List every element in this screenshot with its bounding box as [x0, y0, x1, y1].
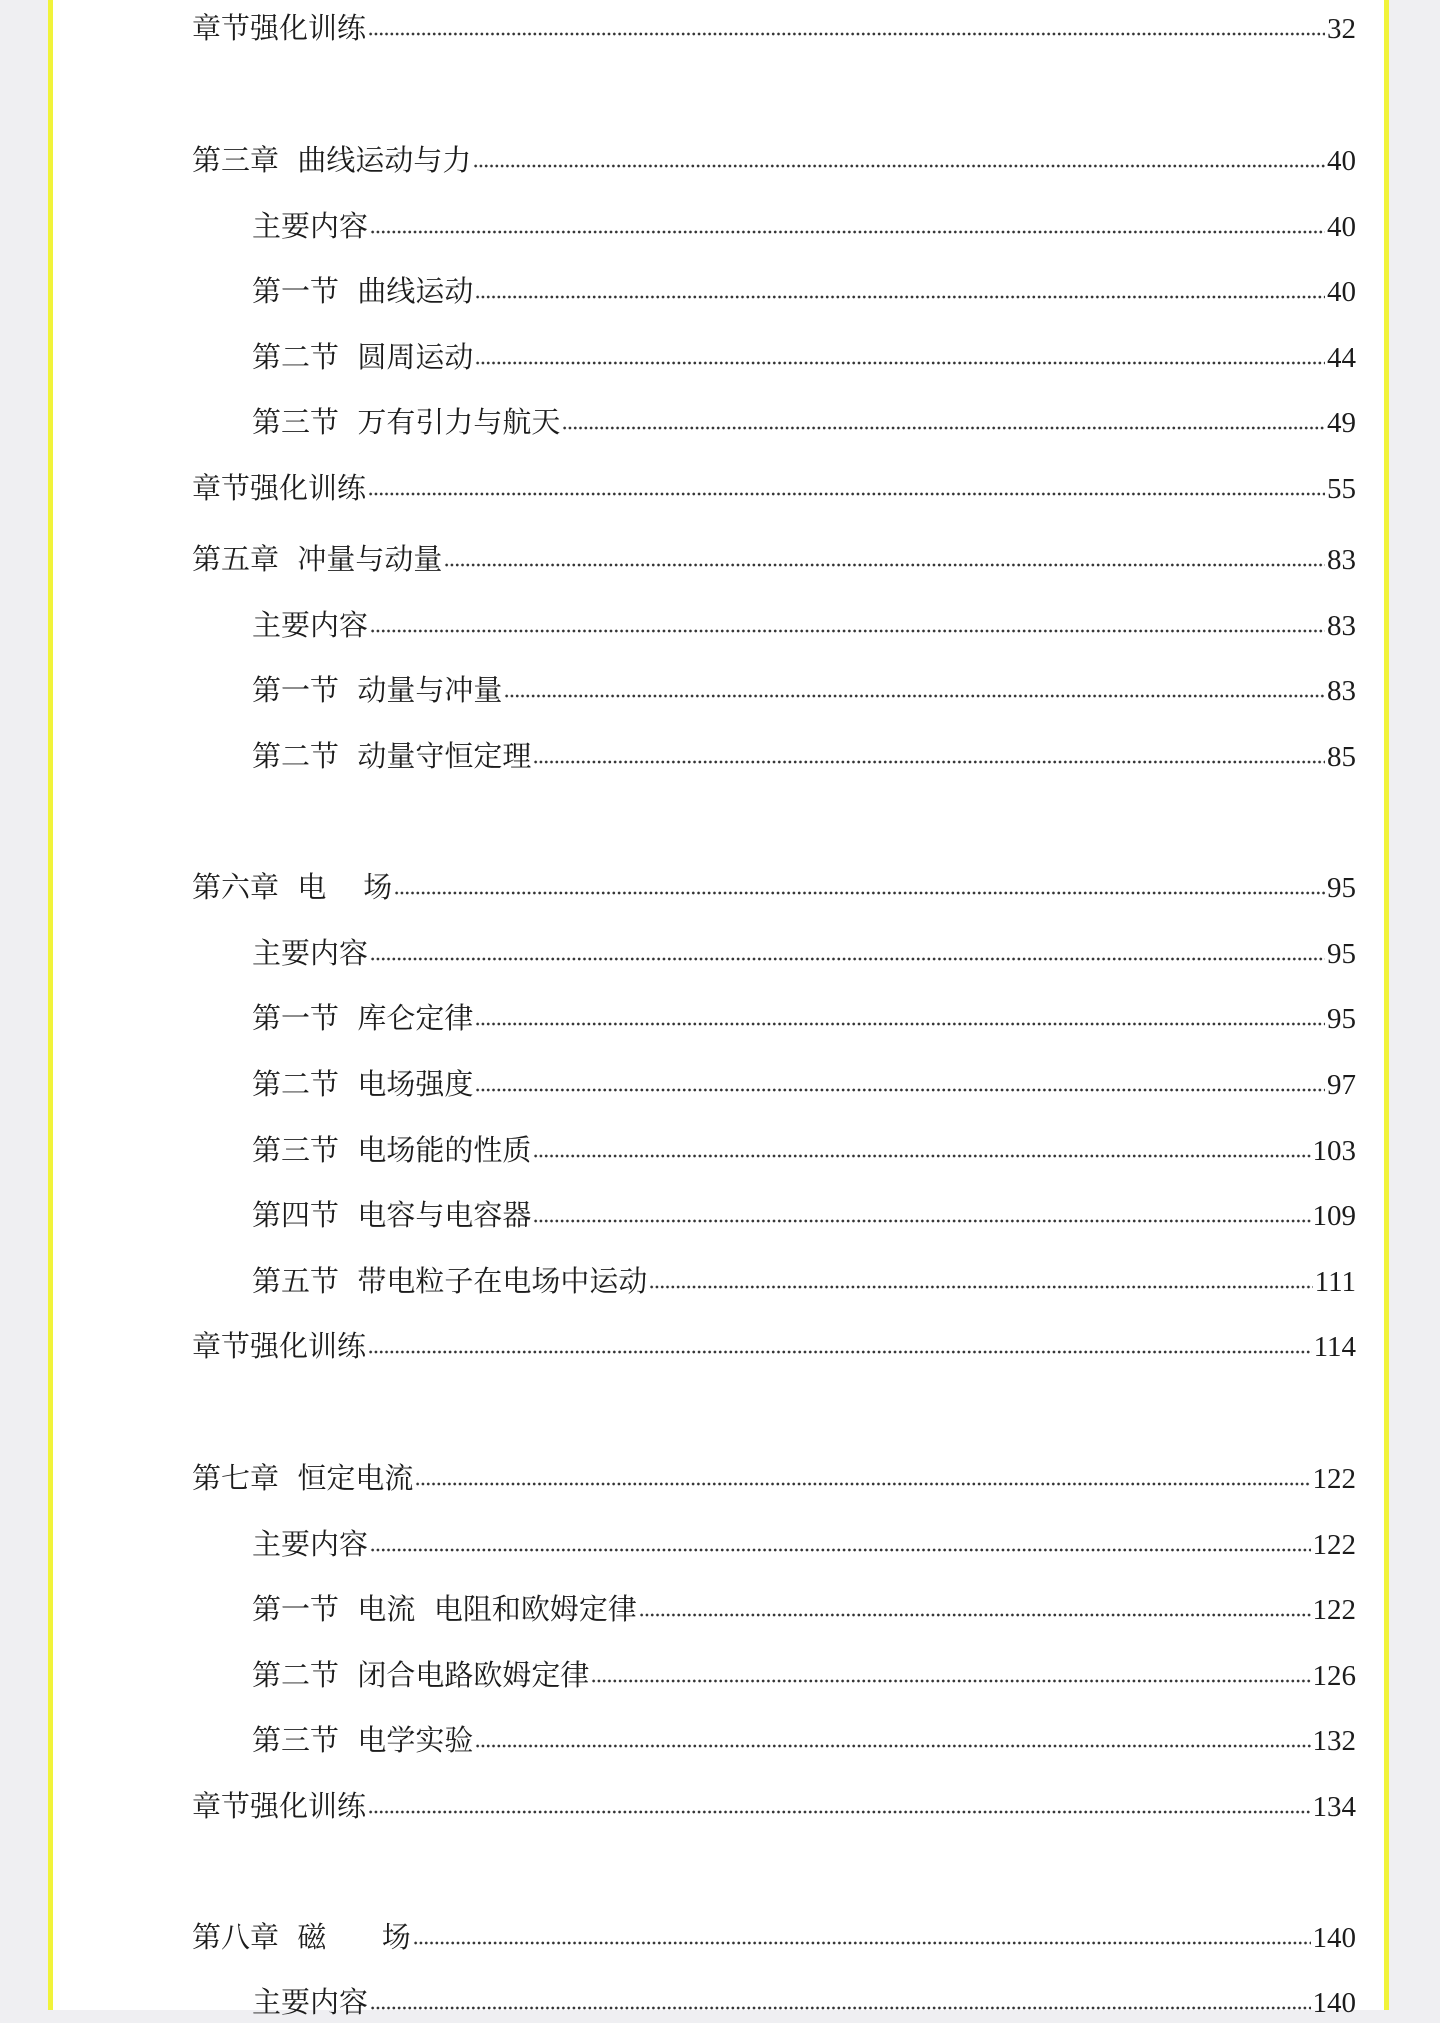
toc-page-number: 126	[1312, 1660, 1356, 1692]
toc-entry-label: 章节强化训练	[192, 1329, 367, 1363]
toc-entry-label: 第三节 电学实验	[252, 1723, 474, 1757]
toc-entry-label: 主要内容	[252, 608, 369, 642]
toc-entry-label: 第五章 冲量与动量	[192, 542, 443, 576]
toc-entry[interactable]	[252, 1982, 1356, 2022]
toc-entry-label: 主要内容	[252, 936, 369, 970]
toc-entry-label: 主要内容	[252, 1527, 369, 1561]
toc-entry-label: 第四节 电容与电容器	[252, 1198, 532, 1232]
toc-dot-leader	[368, 1349, 1312, 1355]
toc-dot-leader	[368, 31, 1325, 37]
toc-dot-leader	[370, 956, 1325, 962]
toc-entry-label: 章节强化训练	[192, 471, 367, 505]
toc-entry-label: 第三章 曲线运动与力	[192, 143, 472, 177]
toc-dot-leader	[473, 163, 1325, 169]
toc-page-number: 97	[1327, 1069, 1356, 1101]
toc-dot-leader	[368, 1809, 1310, 1815]
toc-entry-label: 第七章 恒定电流	[192, 1461, 414, 1495]
toc-entry-label: 第六章 电 场	[192, 870, 393, 904]
toc-page-number: 95	[1327, 872, 1356, 904]
toc-page-number: 103	[1312, 1135, 1356, 1167]
toc-entry-label: 第二节 圆周运动	[252, 340, 474, 374]
toc-entry-label: 第一节 动量与冲量	[252, 673, 503, 707]
toc-entry[interactable]	[252, 1589, 1356, 1629]
toc-dot-leader	[475, 1021, 1325, 1027]
toc-entry[interactable]	[252, 998, 1356, 1038]
toc-entry-label: 第八章 磁 场	[192, 1920, 411, 1954]
toc-entry[interactable]	[252, 271, 1356, 311]
toc-entry[interactable]	[252, 402, 1356, 442]
toc-entry-label: 第一节 库仑定律	[252, 1001, 474, 1035]
toc-page-number: 40	[1327, 211, 1356, 243]
toc-page-number: 49	[1327, 407, 1356, 439]
toc-entry[interactable]	[252, 1064, 1356, 1104]
toc-entry[interactable]	[192, 1326, 1356, 1366]
toc-entry-label: 第三节 电场能的性质	[252, 1133, 532, 1167]
toc-entry[interactable]	[192, 8, 1356, 48]
toc-entry[interactable]	[252, 1720, 1356, 1760]
toc-entry[interactable]	[252, 1130, 1356, 1170]
toc-dot-leader	[475, 1743, 1310, 1749]
toc-entry[interactable]	[252, 933, 1356, 973]
toc-page-number: 111	[1314, 1266, 1356, 1298]
toc-dot-leader	[504, 693, 1325, 699]
toc-page-number: 40	[1327, 276, 1356, 308]
toc-page-number: 140	[1312, 1987, 1356, 2019]
toc-dot-leader	[533, 759, 1325, 765]
toc-page-number: 55	[1327, 473, 1356, 505]
toc-dot-leader	[475, 360, 1325, 366]
toc-entry[interactable]	[252, 206, 1356, 246]
toc-entry-label: 章节强化训练	[192, 11, 367, 45]
toc-dot-leader	[394, 890, 1325, 896]
toc-entry[interactable]	[252, 1195, 1356, 1235]
toc-page-number: 95	[1327, 1003, 1356, 1035]
toc-dot-leader	[649, 1284, 1312, 1290]
toc-page-number: 40	[1327, 145, 1356, 177]
toc-entry[interactable]	[192, 140, 1356, 180]
toc-entry-label: 第一节 电流 电阻和欧姆定律	[252, 1592, 637, 1626]
toc-page-number: 134	[1312, 1791, 1356, 1823]
toc-dot-leader	[475, 1087, 1325, 1093]
toc-entry-label: 第二节 电场强度	[252, 1067, 474, 1101]
toc-dot-leader	[639, 1612, 1311, 1618]
toc-entry-label: 章节强化训练	[192, 1789, 367, 1823]
toc-dot-leader	[370, 1547, 1310, 1553]
document-page	[48, 0, 1389, 2019]
toc-entry[interactable]	[192, 867, 1356, 907]
toc-entry[interactable]	[252, 337, 1356, 377]
toc-page-number: 122	[1312, 1529, 1356, 1561]
toc-entry[interactable]	[252, 736, 1356, 776]
toc-entry-label: 第二节 动量守恒定理	[252, 739, 532, 773]
toc-dot-leader	[370, 628, 1325, 634]
toc-dot-leader	[370, 229, 1325, 235]
toc-dot-leader	[444, 562, 1325, 568]
toc-page-number: 83	[1327, 544, 1356, 576]
toc-entry[interactable]	[192, 468, 1356, 508]
toc-entry-label: 第二节 闭合电路欧姆定律	[252, 1658, 590, 1692]
toc-dot-leader	[591, 1678, 1310, 1684]
toc-dot-leader	[562, 425, 1325, 431]
toc-entry[interactable]	[252, 1655, 1356, 1695]
toc-page-number: 83	[1327, 675, 1356, 707]
toc-entry-label: 主要内容	[252, 1985, 369, 2019]
toc-entry[interactable]	[192, 539, 1356, 579]
toc-page-number: 132	[1312, 1725, 1356, 1757]
toc-page-number: 32	[1327, 13, 1356, 45]
toc-entry[interactable]	[252, 670, 1356, 710]
toc-entry[interactable]	[192, 1917, 1356, 1957]
toc-page-number: 140	[1312, 1922, 1356, 1954]
toc-dot-leader	[415, 1481, 1310, 1487]
toc-dot-leader	[533, 1218, 1310, 1224]
toc-entry[interactable]	[192, 1458, 1356, 1498]
toc-page-number: 114	[1313, 1331, 1356, 1363]
toc-dot-leader	[370, 2005, 1310, 2011]
toc-page-number: 122	[1312, 1594, 1356, 1626]
toc-entry-label: 第三节 万有引力与航天	[252, 405, 561, 439]
toc-dot-leader	[533, 1153, 1310, 1159]
toc-page-number: 122	[1312, 1463, 1356, 1495]
toc-page-number: 85	[1327, 741, 1356, 773]
toc-entry[interactable]	[252, 1261, 1356, 1301]
toc-page-number: 83	[1327, 610, 1356, 642]
toc-dot-leader	[475, 294, 1325, 300]
toc-entry-label: 第一节 曲线运动	[252, 274, 474, 308]
toc-page-number: 44	[1327, 342, 1356, 374]
toc-entry-label: 第五节 带电粒子在电场中运动	[252, 1264, 648, 1298]
toc-page-number: 95	[1327, 938, 1356, 970]
toc-entry-label: 主要内容	[252, 209, 369, 243]
toc-entry[interactable]	[252, 1524, 1356, 1564]
toc-page-number: 109	[1312, 1200, 1356, 1232]
toc-entry[interactable]	[192, 1786, 1356, 1826]
toc-entry[interactable]	[252, 605, 1356, 645]
toc-dot-leader	[413, 1940, 1311, 1946]
toc-dot-leader	[368, 491, 1325, 497]
